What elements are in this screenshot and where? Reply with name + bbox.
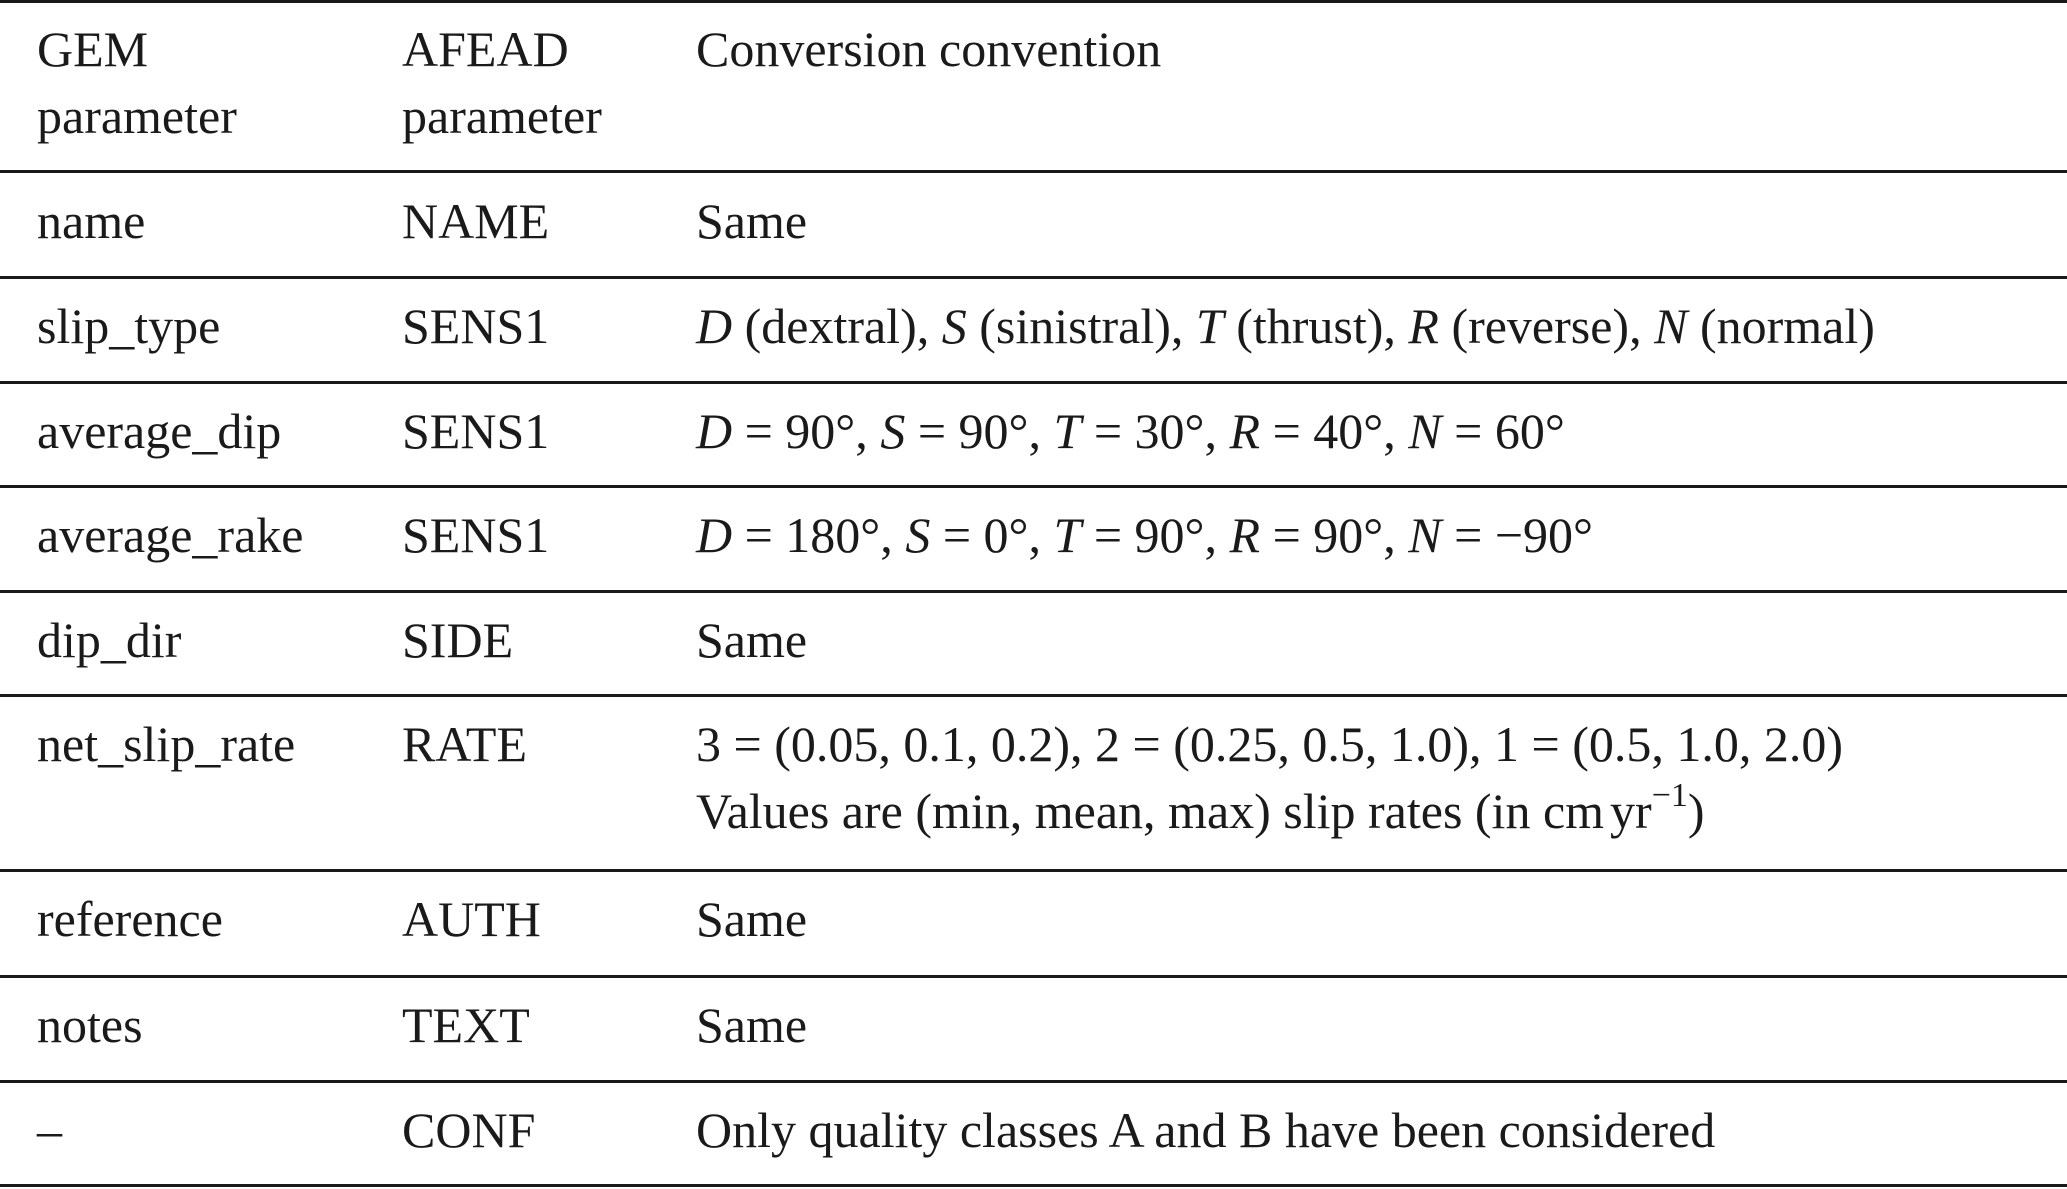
symbol-n: N bbox=[1654, 298, 1688, 354]
symbol-r: R bbox=[1229, 507, 1261, 563]
symbol-t: T bbox=[1195, 298, 1224, 354]
table-bottom-rule bbox=[0, 1184, 2067, 1187]
afead-cell: AUTH bbox=[402, 891, 541, 947]
symbol-d: D bbox=[696, 298, 733, 354]
rate-unit-exponent: −1 bbox=[1651, 777, 1688, 815]
conversion-cell bbox=[696, 293, 1875, 360]
value-n: = 60° bbox=[1441, 403, 1565, 459]
value-s: = 90°, bbox=[905, 403, 1054, 459]
rate-description-line bbox=[696, 778, 1843, 845]
symbol-t: T bbox=[1053, 507, 1082, 563]
symbol-d: D bbox=[696, 403, 733, 459]
row-divider bbox=[0, 381, 2067, 384]
afead-cell: SENS1 bbox=[402, 298, 550, 354]
header-bottom-rule bbox=[0, 170, 2067, 173]
value-n: = −90° bbox=[1441, 507, 1594, 563]
table-top-rule bbox=[0, 0, 2067, 3]
symbol-n: N bbox=[1408, 403, 1442, 459]
conversion-cell: Same bbox=[696, 612, 808, 668]
afead-cell: TEXT bbox=[402, 997, 530, 1053]
value-t: = 30°, bbox=[1081, 403, 1230, 459]
gem-cell: net_slip_rate bbox=[37, 716, 296, 772]
header-gem-line2: parameter bbox=[37, 88, 237, 144]
row-divider bbox=[0, 590, 2067, 593]
conversion-cell bbox=[696, 711, 1843, 845]
rate-description-close: ) bbox=[1687, 783, 1705, 839]
gem-cell: name bbox=[37, 193, 146, 249]
desc-sinistral: (sinistral), bbox=[966, 298, 1196, 354]
symbol-d: D bbox=[696, 507, 733, 563]
gem-cell: average_dip bbox=[37, 403, 282, 459]
afead-cell: SENS1 bbox=[402, 403, 550, 459]
gem-cell: average_rake bbox=[37, 507, 304, 563]
gem-cell: slip_type bbox=[37, 298, 221, 354]
afead-cell: SENS1 bbox=[402, 507, 550, 563]
symbol-s: S bbox=[905, 507, 931, 563]
row-divider bbox=[0, 975, 2067, 978]
afead-cell: RATE bbox=[402, 716, 527, 772]
header-gem-line1: GEM bbox=[37, 21, 149, 77]
rate-unit: yr bbox=[1610, 783, 1652, 839]
header-gem-parameter bbox=[37, 16, 237, 150]
desc-dextral: (dextral), bbox=[732, 298, 942, 354]
row-divider bbox=[0, 1080, 2067, 1083]
header-afead-parameter bbox=[402, 16, 602, 150]
afead-cell: NAME bbox=[402, 193, 550, 249]
desc-thrust: (thrust), bbox=[1223, 298, 1409, 354]
symbol-n: N bbox=[1408, 507, 1442, 563]
conversion-cell: Same bbox=[696, 891, 808, 947]
rate-classes-line: 3 = (0.05, 0.1, 0.2), 2 = (0.25, 0.5, 1.0), 1 = (0.5, 1.0, 2.0) bbox=[696, 716, 1843, 772]
conversion-cell bbox=[696, 502, 1593, 569]
conversion-cell: Only quality classes A and B have been considered bbox=[696, 1102, 1716, 1158]
gem-cell: notes bbox=[37, 997, 143, 1053]
row-divider bbox=[0, 485, 2067, 488]
row-divider bbox=[0, 694, 2067, 697]
symbol-r: R bbox=[1408, 298, 1439, 354]
afead-cell: CONF bbox=[402, 1102, 536, 1158]
value-t: = 90°, bbox=[1081, 507, 1230, 563]
value-r: = 40°, bbox=[1260, 403, 1409, 459]
gem-cell: – bbox=[37, 1102, 62, 1158]
header-conversion-convention: Conversion convention bbox=[696, 21, 1162, 77]
afead-cell: SIDE bbox=[402, 612, 514, 668]
desc-normal: (normal) bbox=[1687, 298, 1875, 354]
symbol-s: S bbox=[880, 403, 906, 459]
rate-description-text: Values are (min, mean, max) slip rates (in cm bbox=[696, 783, 1605, 839]
conversion-cell: Same bbox=[696, 997, 808, 1053]
value-s: = 0°, bbox=[930, 507, 1054, 563]
gem-cell: reference bbox=[37, 891, 223, 947]
row-divider bbox=[0, 276, 2067, 279]
value-d: = 180°, bbox=[732, 507, 906, 563]
value-r: = 90°, bbox=[1260, 507, 1409, 563]
row-divider bbox=[0, 869, 2067, 872]
symbol-t: T bbox=[1053, 403, 1082, 459]
desc-reverse: (reverse), bbox=[1438, 298, 1655, 354]
conversion-cell: Same bbox=[696, 193, 808, 249]
symbol-s: S bbox=[941, 298, 967, 354]
symbol-r: R bbox=[1229, 403, 1261, 459]
gem-cell: dip_dir bbox=[37, 612, 182, 668]
value-d: = 90°, bbox=[732, 403, 881, 459]
conversion-cell bbox=[696, 398, 1565, 465]
header-afead-line2: parameter bbox=[402, 88, 602, 144]
header-afead-line1: AFEAD bbox=[402, 21, 569, 77]
